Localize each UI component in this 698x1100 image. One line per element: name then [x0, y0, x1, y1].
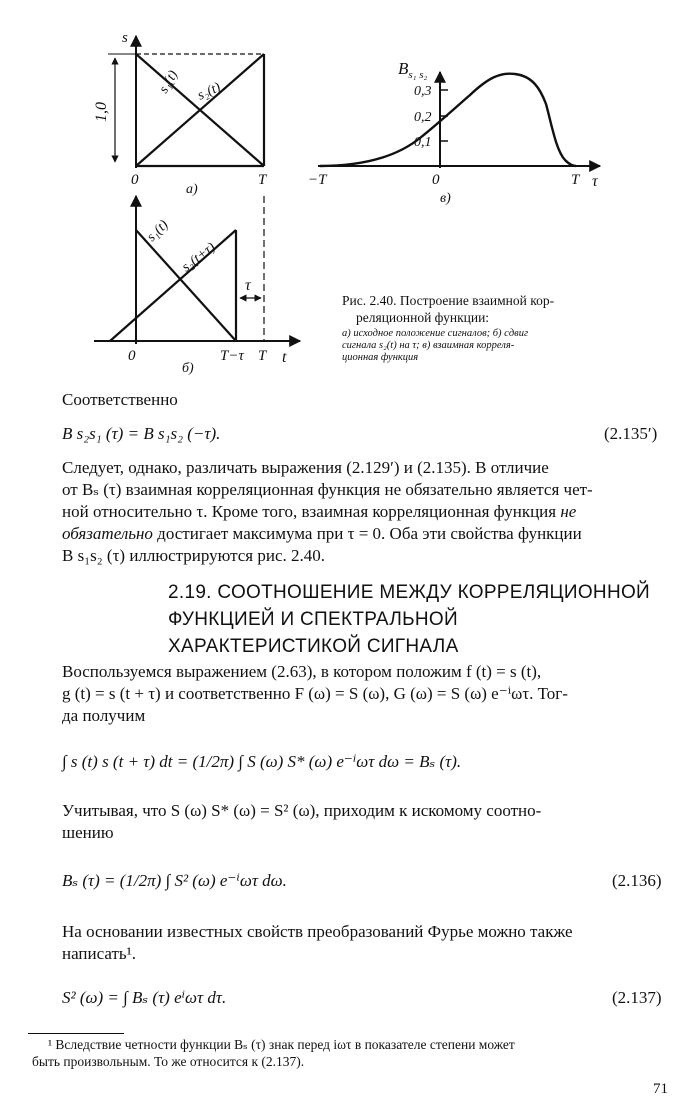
panel-b-curve1-label: s₁(t): [144, 217, 172, 245]
panel-b-letter: б): [182, 361, 194, 376]
paragraph-difference-line-4: [62, 523, 672, 545]
panel-c-x-neg: −T: [308, 172, 327, 188]
panel-b-x-end: T: [258, 348, 267, 364]
footnote-line-1: ¹ Вследствие четности функции Bₛ (τ) знак перед iωτ в показателе степени может: [48, 1037, 515, 1052]
caption-note-line-1: а) исходное положение сигналов; б) сдвиг: [342, 328, 529, 339]
caption-note-line-3: ционная функция: [342, 352, 419, 363]
caption-title-line-1: Рис. 2.40. Построение взаимной кор-: [342, 293, 555, 308]
section-heading-line-2: ФУНКЦИЕЙ И СПЕКТРАЛЬНОЙ: [168, 609, 458, 630]
paragraph-difference-line-1: Следует, однако, различать выражения (2.129′) и (2.135). В отличие: [62, 458, 549, 477]
emphasis-obyazatelno: обязательно: [62, 524, 153, 543]
accordingly-text: Соответственно: [62, 390, 178, 409]
equation-2-137: S² (ω) = ∫ Bₛ (τ) eⁱωτ dτ.: [62, 988, 227, 1007]
paragraph-difference: [62, 457, 672, 567]
panel-a-x-end: T: [258, 172, 267, 188]
equation-main-integral: ∫ s (t) s (t + τ) dt = (1/2π) ∫ S (ω) S* (ω) e⁻ⁱωτ dω = Bₛ (τ).: [62, 752, 462, 771]
panel-c-x-end: T: [571, 172, 580, 188]
paragraph-fourier-line-2: написать¹.: [62, 944, 137, 963]
equation-2-135-prime: B s₂s₁ (τ) = B s₁s₂ (−τ).: [62, 424, 221, 443]
paragraph-fourier: [62, 921, 672, 965]
paragraph-fourier-line-1: На основании известных свойств преобразований Фурье можно также: [62, 922, 573, 941]
paragraph-considering-line-1: Учитывая, что S (ω) S* (ω) = S² (ω), приходим к искомому соотно-: [62, 801, 542, 820]
caption-title-line-2: реляционной функции:: [356, 310, 490, 325]
paragraph-difference-line-3: [62, 501, 672, 523]
section-heading-line-1: 2.19. СООТНОШЕНИЕ МЕЖДУ КОРРЕЛЯЦИОННОЙ: [168, 582, 651, 603]
paragraph-use-line-1: Воспользуемся выражением (2.63), в котором положим f (t) = s (t),: [62, 662, 542, 681]
panel-a: [93, 30, 268, 197]
panel-c-tick-label-03: 0,3: [414, 84, 432, 99]
panel-c-letter: в): [440, 191, 451, 206]
equation-2-136: Bₛ (τ) = (1/2π) ∫ S² (ω) e⁻ⁱωτ dω.: [62, 871, 287, 890]
equation-2-136-number: (2.136): [612, 871, 662, 890]
paragraph-difference-line-5: B s₁s₂ (τ) иллюстрируются рис. 2.40.: [62, 546, 326, 565]
panel-a-amplitude-label: 1,0: [93, 102, 110, 122]
panel-b: [94, 196, 300, 376]
section-heading-line-3: ХАРАКТЕРИСТИКОЙ СИГНАЛА: [168, 636, 459, 657]
caption-note-line-2: сигнала s₂(t) на τ; в) взаимная корреля-: [342, 340, 515, 351]
paragraph-considering-line-2: шению: [62, 823, 114, 842]
panel-c-tick-label-02: 0,2: [414, 110, 432, 125]
panel-c-crosscorrelation-curve: [320, 74, 576, 166]
panel-c-x-axis-label: τ: [592, 173, 598, 190]
page-number: 71: [653, 1081, 668, 1097]
panel-c-y-label: $B_{s_1 s_2}$: [398, 59, 428, 81]
equation-2-135-prime-number: (2.135′): [604, 424, 658, 443]
section-heading-2-19: [168, 579, 688, 660]
paragraph-considering: [62, 800, 672, 844]
panel-a-curve1-label: s₁(t): [156, 68, 182, 96]
panel-c-x-zero: 0: [432, 172, 440, 188]
paragraph-difference-line-4-text: достигает максимума при τ = 0. Оба эти свойства функции: [157, 524, 582, 543]
panel-a-letter: а): [186, 182, 198, 197]
paragraph-use-line-3: да получим: [62, 706, 146, 725]
panel-b-signal-s1: [136, 230, 236, 341]
emphasis-ne: не: [560, 502, 577, 521]
footnote-line-2: быть произвольным. То же относится к (2.137).: [32, 1054, 305, 1069]
paragraph-difference-line-2: от Bₛ (τ) взаимная корреляционная функция не обязательно является чет-: [62, 480, 593, 499]
footnote-rule: [28, 1033, 124, 1034]
paragraph-use-expression: [62, 661, 672, 727]
paragraph-difference-line-3-text: ной относительно τ. Кроме того, взаимная корреляционная функция: [62, 502, 557, 521]
panel-b-signal-s2-shifted: [110, 230, 236, 341]
footnote: [32, 1036, 678, 1070]
panel-b-shift-label: τ: [245, 277, 251, 294]
panel-b-x-axis-label: t: [282, 349, 287, 366]
panel-a-curve2-label: s₂(t): [195, 80, 224, 104]
panel-c: [308, 59, 600, 206]
panel-b-x-shift: T−τ: [220, 348, 244, 364]
panel-a-y-label: s: [122, 30, 128, 46]
panel-c-tick-label-01: 0,1: [414, 135, 432, 150]
figure-caption: [342, 292, 642, 364]
panel-b-curve2-label: s₂(t+τ): [179, 239, 219, 276]
paragraph-use-line-2: g (t) = s (t + τ) и соответственно F (ω) = S (ω), G (ω) = S (ω) e⁻ⁱωτ. Тог-: [62, 684, 568, 703]
panel-b-x-zero: 0: [128, 348, 136, 364]
panel-a-x-zero: 0: [131, 172, 139, 188]
equation-2-137-number: (2.137): [612, 988, 662, 1007]
